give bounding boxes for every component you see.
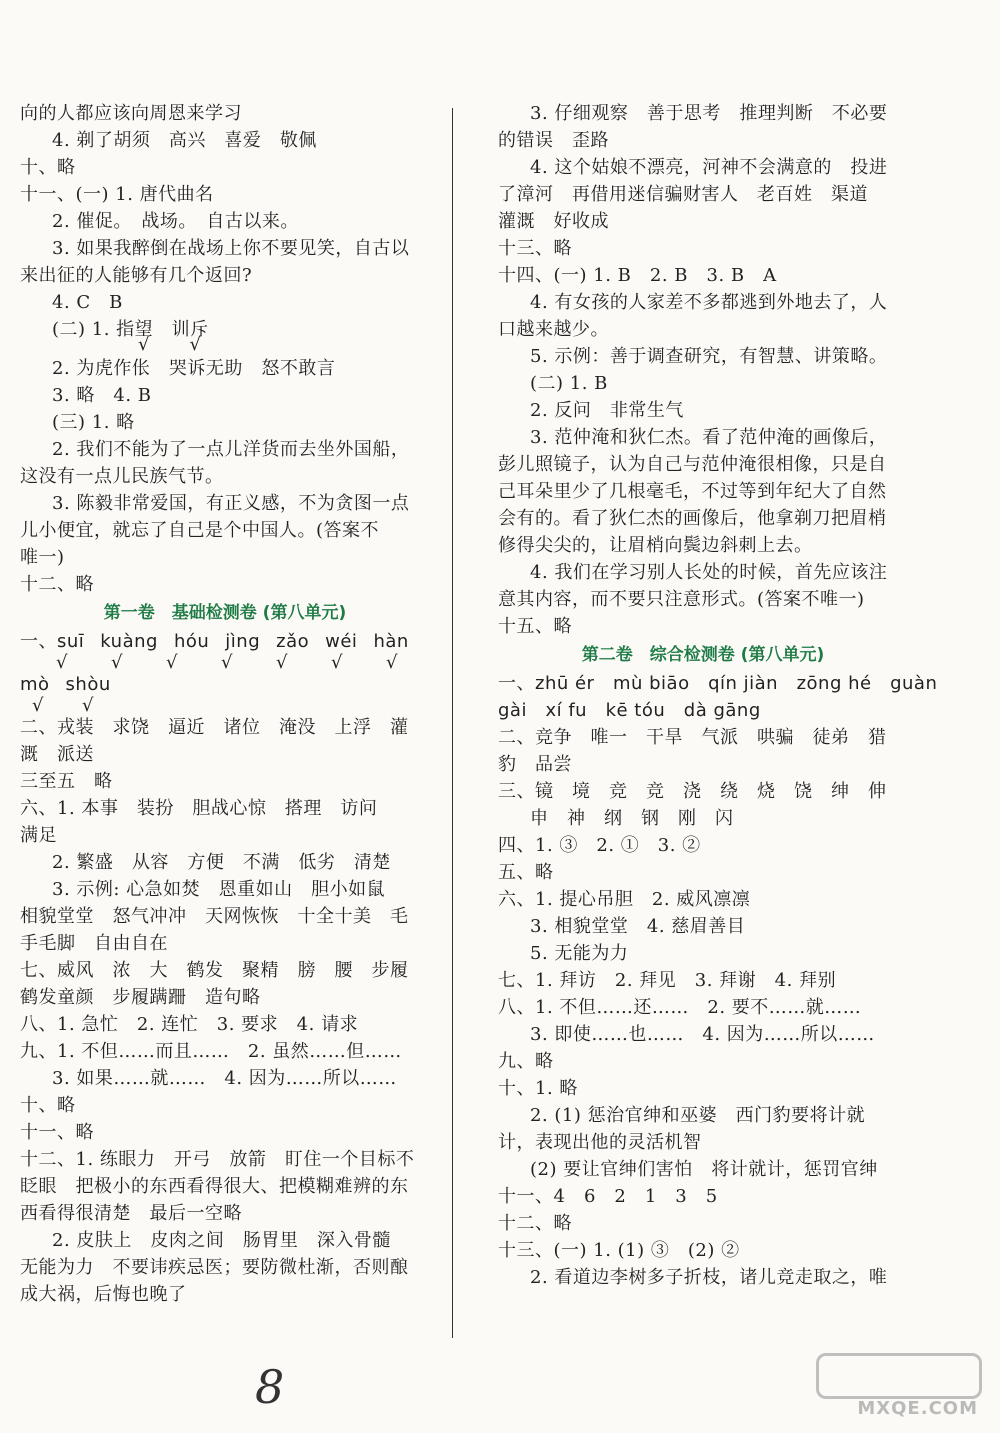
answer-line: 2. 反问 非常生气 [530, 400, 684, 421]
pinyin-row-1: 一、suī kuàng hóu jìng zǎo wéi hàn [20, 628, 430, 655]
answer-line: 2. 我们不能为了一点儿洋货而去坐外国船， [52, 439, 410, 460]
pinyin-item: wéi [325, 631, 358, 652]
answer-line: 4. 我们在学习别人长处的时候，首先应该注 [530, 562, 888, 583]
answer-line: 儿小便宜，就忘了自己是个中国人。(答案不 [20, 520, 380, 541]
answer-line: 八、1. 不但……还…… 2. 要不……就…… [498, 997, 862, 1018]
answer-line: 九、略 [498, 1051, 554, 1072]
answer-line: 3. 即使……也…… 4. 因为……所以…… [530, 1024, 875, 1045]
answer-line: 五、略 [498, 862, 554, 883]
answer-line: 的错误 歪路 [498, 130, 609, 151]
answer-line: 无能为力 不要讳疾忌医；要防微杜渐，否则酿 [20, 1257, 409, 1278]
answer-line: 4. 剃了胡须 高兴 喜爱 敬佩 [52, 130, 317, 151]
answer-line: 4. 这个姑娘不漂亮，河神不会满意的 投进 [530, 157, 888, 178]
pinyin-item: suī [57, 631, 85, 652]
answer-line: 3. 如果我醉倒在战场上你不要见笑，自古以 [52, 238, 410, 259]
check-mark: √ [189, 334, 201, 355]
answer-line: 这没有一点儿民族气节。 [20, 466, 224, 487]
left-lines-a [20, 100, 430, 343]
right-pinyin-row-1: 一、zhū ér mù biāo qín jiàn zōng hé guàn [498, 673, 938, 694]
answer-line: 三至五 略 [20, 771, 113, 792]
answer-line: 3. 略 4. B [52, 385, 152, 406]
check-mark: √ [331, 652, 343, 673]
answer-line: 3. 相貌堂堂 4. 慈眉善目 [530, 916, 746, 937]
check-mark: √ [276, 652, 288, 673]
check-mark: √ [138, 334, 150, 355]
pinyin-item: jìng [225, 631, 261, 652]
pinyin-item: mò [20, 674, 50, 695]
answer-line: 2. (1) 惩治官绅和巫婆 西门豹要将计就 [530, 1105, 866, 1126]
check-mark: √ [82, 695, 94, 716]
answer-line: 十二、略 [498, 1213, 572, 1234]
pinyin-item: kuàng [100, 631, 158, 652]
answer-line: 九、1. 不但……而且…… 2. 虽然……但…… [20, 1041, 402, 1062]
answer-line: 口越来越少。 [498, 319, 609, 340]
answer-line: 十五、略 [498, 616, 572, 637]
answer-line: (三) 1. 略 [52, 412, 135, 433]
watermark-box-icon [816, 1353, 982, 1399]
answer-line: 十一、4 6 2 1 3 5 [498, 1186, 718, 1207]
answer-line: 西看得很清楚 最后一空略 [20, 1203, 242, 1224]
answer-line: (二) 1. 指望 训斥 [52, 319, 209, 340]
pinyin-item: zǎo [276, 631, 310, 652]
watermark-url: MXQE.COM [857, 1398, 978, 1419]
answer-line: 2. 皮肤上 皮肉之间 肠胃里 深入骨髓 [52, 1230, 391, 1251]
answer-line: 相貌堂堂 怒气冲冲 天网恢恢 十全十美 毛 [20, 906, 409, 927]
answer-line: 计，表现出他的灵活机智 [498, 1132, 702, 1153]
answer-line: (2) 要让官绅们害怕 将计就计，惩罚官绅 [530, 1159, 878, 1180]
answer-line: 四、1. ③ 2. ① 3. ② [498, 835, 701, 856]
answer-line: 来出征的人能够有几个返回? [20, 265, 253, 286]
answer-line: 豹 品尝 [498, 754, 572, 775]
answer-line: 二、竞争 唯一 干旱 气派 哄骗 徒弟 猎 [498, 727, 887, 748]
check-mark: √ [56, 652, 68, 673]
answer-line: 六、1. 本事 装扮 胆战心惊 搭理 访问 [20, 798, 378, 819]
answer-line: 向的人都应该向周恩来学习 [20, 103, 242, 124]
answer-line: 2. 为虎作伥 哭诉无助 怒不敢言 [52, 358, 336, 379]
answer-line: 3. 范仲淹和狄仁杰。看了范仲淹的画像后， [530, 427, 888, 448]
answer-line: 眨眼 把极小的东西看得很大、把模糊难辨的东 [20, 1176, 409, 1197]
answer-line: 彭儿照镜子，认为自己与范仲淹很相像，只是自 [498, 454, 887, 475]
left-column [20, 100, 430, 1308]
answer-line: 灌溉 好收成 [498, 211, 609, 232]
answer-line: 意其内容，而不要只注意形式。(答案不唯一) [498, 589, 865, 610]
pinyin-row-2 [20, 671, 430, 698]
answer-line: 4. 有女孩的人家差不多都逃到外地去了，人 [530, 292, 888, 313]
answer-line: 溉 派送 [20, 744, 94, 765]
answer-line: 己耳朵里少了几根毫毛，不过等到年纪大了自然 [498, 481, 887, 502]
answer-line: 2. 繁盛 从容 方便 不满 低劣 清楚 [52, 852, 391, 873]
answer-line: (二) 1. B [530, 373, 608, 394]
watermark-logo [812, 1353, 982, 1419]
answer-line: 满足 [20, 825, 57, 846]
pinyin-item: hóu [173, 631, 210, 652]
pinyin-checks-2 [20, 695, 430, 716]
answer-line: 成大祸，后悔也晚了 [20, 1284, 187, 1305]
check-mark: √ [166, 652, 178, 673]
section-heading-comprehensive: 第二卷 综合检测卷 (第八单元) [581, 645, 825, 665]
answer-line: 3. 示例: 心急如焚 恩重如山 胆小如鼠 [52, 879, 386, 900]
answer-line: 十三、略 [498, 238, 572, 259]
answer-line: 唯一) [20, 547, 65, 568]
answer-line: 5. 示例：善于调查研究，有智慧、讲策略。 [530, 346, 888, 367]
pinyin-item: hàn [373, 631, 409, 652]
answer-line: 十四、(一) 1. B 2. B 3. B A [498, 265, 777, 286]
section-heading-basic: 第一卷 基础检测卷 (第八单元) [103, 603, 347, 623]
answer-line: 七、威风 浓 大 鹤发 聚精 膀 腰 步履 [20, 960, 409, 981]
answer-line: 十二、1. 练眼力 开弓 放箭 盯住一个目标不 [20, 1149, 415, 1170]
answer-line: 3. 陈毅非常爱国，有正义感，不为贪图一点 [52, 493, 410, 514]
answer-line: 2. 看道边李树多子折枝，诸儿竞走取之，唯 [530, 1267, 888, 1288]
answer-line: 八、1. 急忙 2. 连忙 3. 要求 4. 请求 [20, 1014, 359, 1035]
answer-line: 七、1. 拜访 2. 拜见 3. 拜谢 4. 拜别 [498, 970, 837, 991]
right-pinyin-row-2: gài xí fu kē tóu dà gāng [498, 700, 761, 721]
answer-line: 二、戎装 求饶 逼近 诸位 淹没 上浮 灌 [20, 717, 409, 738]
answer-line: 六、1. 提心吊胆 2. 威风凛凛 [498, 889, 751, 910]
check-mark: √ [386, 652, 398, 673]
answer-line: 十二、略 [20, 574, 94, 595]
right-lines-a [498, 100, 908, 640]
answer-line: 十、略 [20, 157, 76, 178]
answer-line: 4. C B [52, 292, 123, 313]
check-mark: √ [111, 652, 123, 673]
answer-line: 申 神 纲 钢 刚 闪 [530, 808, 734, 829]
answer-line: 十、略 [20, 1095, 76, 1116]
answer-line: 了漳河 再借用迷信骗财害人 老百姓 渠道 [498, 184, 868, 205]
answer-line: 十三、(一) 1. (1) ③ (2) ② [498, 1240, 740, 1261]
answer-line: 会有的。看了狄仁杰的画像后，他拿剃刀把眉梢 [498, 508, 887, 529]
right-column [498, 100, 938, 1291]
answer-line: 十一、略 [20, 1122, 94, 1143]
answer-line: 十、1. 略 [498, 1078, 578, 1099]
check-mark: √ [32, 695, 44, 716]
answer-line: 3. 如果……就…… 4. 因为……所以…… [52, 1068, 397, 1089]
page-number: 8 [255, 1360, 285, 1414]
answer-line: 十一、(一) 1. 唐代曲名 [20, 184, 214, 205]
pinyin-checks-1 [20, 652, 430, 673]
answer-line: 5. 无能为力 [530, 943, 629, 964]
answer-line: 手毛脚 自由自在 [20, 933, 168, 954]
column-divider [452, 108, 453, 1338]
answer-line: 修得尖尖的，让眉梢向鬓边斜刺上去。 [498, 535, 813, 556]
answer-line: 3. 仔细观察 善于思考 推理判断 不必要 [530, 103, 888, 124]
answer-line: 2. 催促。 战场。 自古以来。 [52, 211, 299, 232]
left-lines-a2 [20, 355, 430, 598]
answer-line: 鹤发童颜 步履蹒跚 造句略 [20, 987, 261, 1008]
answer-line: 三、镜 境 竞 竞 浇 绕 烧 饶 绅 伸 [498, 781, 887, 802]
check-mark: √ [221, 652, 233, 673]
right-lines-b [498, 724, 908, 1291]
pinyin-item: shòu [65, 674, 111, 695]
left-lines-b [20, 714, 430, 1308]
